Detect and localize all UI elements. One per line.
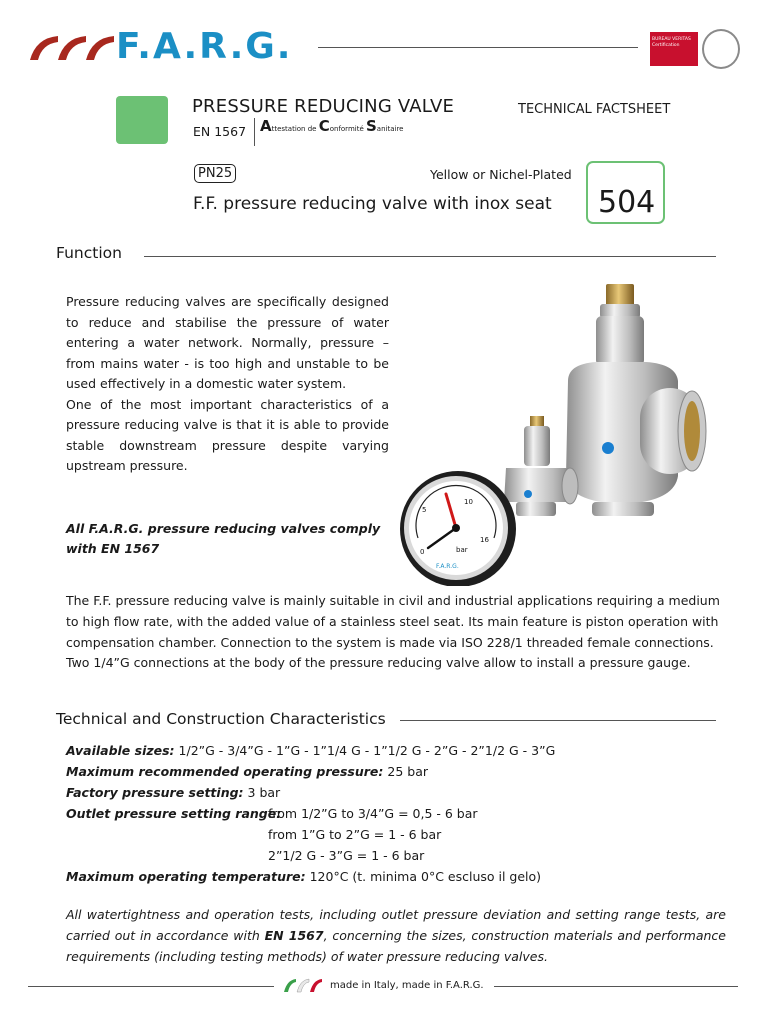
gauge-tick-0: 0 xyxy=(420,548,425,556)
function-paragraph-1: Pressure reducing valves are specifically designed to reduce and stabilise the pressure of water entering a water network. Normally, pressure – from mains water - is too high and unstable to be used effectively in a domestic water system. xyxy=(66,294,389,391)
gauge-brand: F.A.R.G. xyxy=(436,563,459,570)
compliance-statement: All F.A.R.G. pressure reducing valves comply with EN 1567 xyxy=(66,521,381,556)
spec-max-temperature: Maximum operating temperature: 120°C (t. minima 0°C escluso il gelo) xyxy=(66,869,542,884)
header-divider xyxy=(318,47,638,48)
function-paragraph-2: One of the most important characteristics of a pressure reducing valve is that it is able to provide stable downstream pressure despite varying upstream pressure. xyxy=(66,396,389,473)
product-image xyxy=(396,276,726,586)
application-description: The F.F. pressure reducing valve is mainly suitable in civil and industrial applications requiring a medium to high flow rate, with the added value of a stainless steel seat. Its main feature is piston operation with compensation chamber. Connection to the system is made via ISO 228/1 threaded female connections. Two 1/4”G connections at the body of the pressure reducing valve allow to install a pressure gauge. xyxy=(66,593,720,671)
function-divider xyxy=(144,256,716,257)
spec-outlet-range-row-2: from 1”G to 2”G = 1 - 6 bar xyxy=(268,827,442,842)
spec-outlet-range-row-3: 2”1/2 G - 3”G = 1 - 6 bar xyxy=(268,848,425,863)
gauge-tick-10: 10 xyxy=(464,498,473,506)
technical-divider xyxy=(400,720,716,721)
spec-factory-setting: Factory pressure setting: 3 bar xyxy=(66,785,281,800)
footer-divider-right xyxy=(494,986,738,987)
footer-logo-icon xyxy=(282,977,326,993)
function-description xyxy=(66,292,389,477)
technical-heading: Technical and Construction Characteristics xyxy=(56,710,386,728)
product-title: PRESSURE REDUCING VALVE xyxy=(192,96,455,117)
document-type: TECHNICAL FACTSHEET xyxy=(518,102,671,117)
function-heading: Function xyxy=(56,244,122,262)
gauge-tick-16: 16 xyxy=(480,536,489,544)
footer-tagline: made in Italy, made in F.A.R.G. xyxy=(330,980,484,991)
product-subtitle: F.F. pressure reducing valve with inox seat xyxy=(193,194,552,214)
certification-seal-icon xyxy=(702,29,740,69)
pressure-gauge-icon xyxy=(400,471,516,586)
testing-note: All watertightness and operation tests, including outlet pressure deviation and setting range tests, are carried out in accordance with EN 1567, concerning the sizes, construction materials and performance requirements (including testing methods) of water pressure reducing valves. xyxy=(66,907,726,964)
spec-available-sizes: Available sizes: 1/2”G - 3/4”G - 1”G - 1”1/4 G - 1”1/2 G - 2”G - 2”1/2 G - 3”G xyxy=(66,743,556,758)
footer-divider-left xyxy=(28,986,274,987)
certification-badge: BUREAU VERITAS Certification xyxy=(650,32,698,66)
gauge-tick-5: 5 xyxy=(422,506,427,514)
spec-outlet-range-row-1: from 1/2”G to 3/4”G = 0,5 - 6 bar xyxy=(268,806,478,821)
category-color-swatch xyxy=(116,96,168,144)
pressure-class-badge: PN25 xyxy=(194,164,236,183)
finish-label: Yellow or Nichel-Plated xyxy=(430,167,572,182)
gauge-unit: bar xyxy=(456,546,468,554)
standard-label: EN 1567 xyxy=(193,124,247,139)
large-valve-icon xyxy=(566,284,706,516)
acs-divider xyxy=(254,118,255,146)
spec-max-pressure: Maximum recommended operating pressure: 25 bar xyxy=(66,764,428,779)
brand-wordmark: F.A.R.G. xyxy=(116,26,293,67)
model-number: 504 xyxy=(598,185,656,220)
spec-outlet-range-label: Outlet pressure setting range: xyxy=(66,806,282,821)
acs-label: Attestation de Conformité Sanitaire xyxy=(260,117,404,135)
